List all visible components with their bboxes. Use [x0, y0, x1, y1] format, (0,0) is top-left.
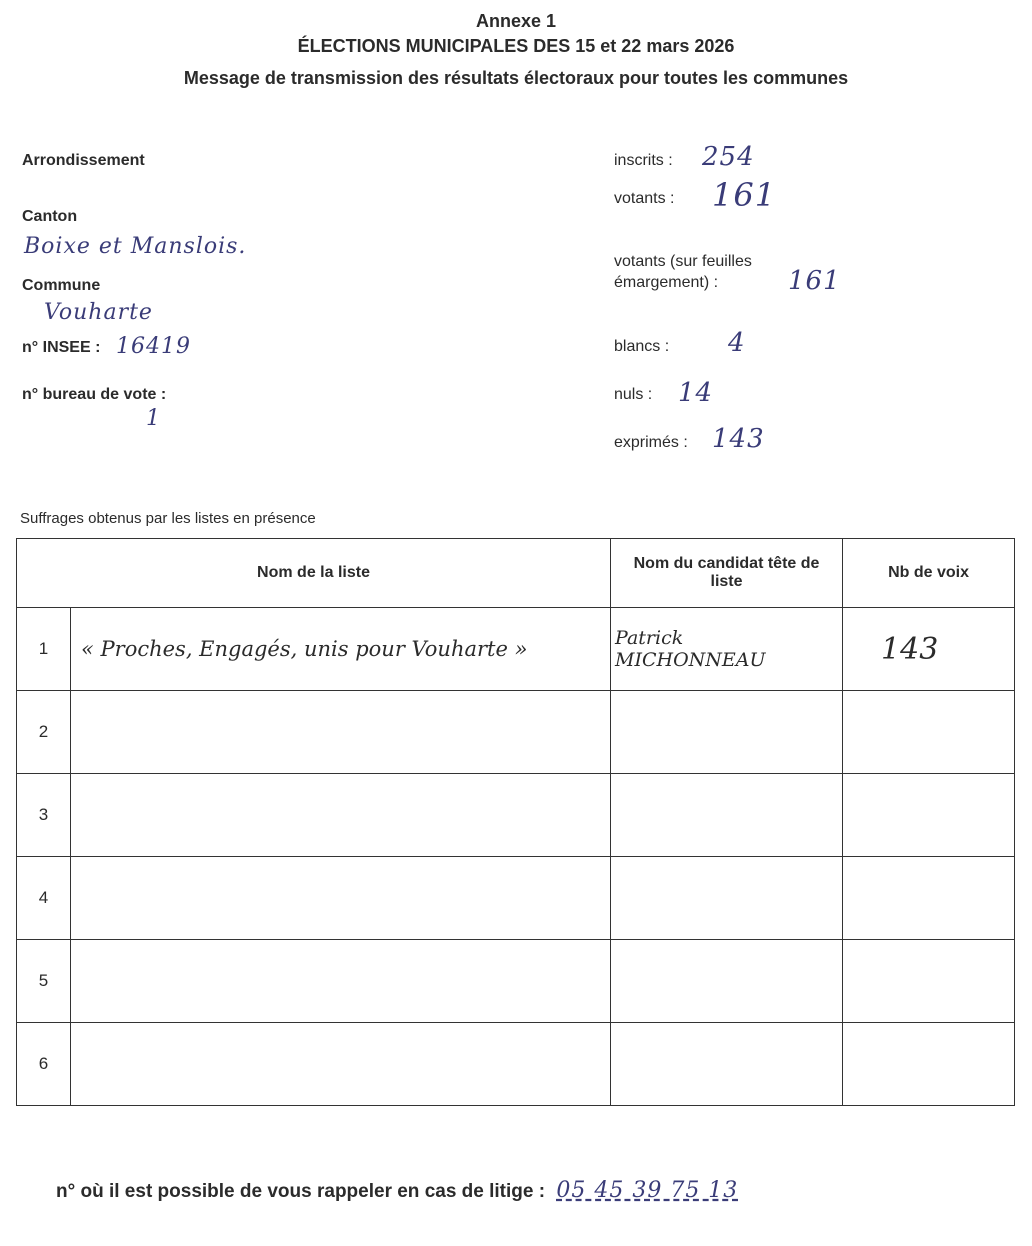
- table-row: [17, 774, 1015, 857]
- candidate-cell: [611, 857, 843, 940]
- table-row: [17, 608, 1015, 691]
- row-number: 1: [17, 608, 71, 691]
- callback-line: [56, 1178, 738, 1203]
- table-header-row: [17, 539, 1015, 608]
- blancs-label: blancs :: [614, 338, 670, 355]
- insee-value: 16419: [116, 334, 191, 359]
- row-number: 3: [17, 774, 71, 857]
- results-table: [16, 538, 1015, 1106]
- list-name-cell: [71, 691, 611, 774]
- exprimes-label: exprimés :: [614, 434, 688, 451]
- annex-label: Annexe 1: [475, 11, 557, 31]
- header-list-name: Nom de la liste: [17, 539, 611, 608]
- canton-label: Canton: [22, 208, 78, 225]
- table-caption: Suffrages obtenus par les listes en présence: [20, 510, 316, 527]
- blancs-value: 4: [728, 328, 746, 358]
- callback-label: n° où il est possible de vous rappeler en cas de litige :: [56, 1181, 546, 1202]
- votants-value: 161: [712, 176, 777, 214]
- header-candidate: Nom du candidat tête de liste: [611, 539, 843, 608]
- document-title: ÉLECTIONS MUNICIPALES DES 15 et 22 mars 2026: [297, 36, 735, 56]
- votes-cell: [843, 857, 1015, 940]
- candidate-cell: Patrick MICHONNEAU: [611, 608, 843, 691]
- nuls-value: 14: [678, 378, 714, 408]
- commune-label: Commune: [22, 277, 101, 294]
- nuls-label: nuls :: [614, 386, 653, 403]
- row-number: 6: [17, 1023, 71, 1106]
- row-number: 2: [17, 691, 71, 774]
- commune-value: Vouharte: [44, 300, 153, 325]
- table-row: [17, 857, 1015, 940]
- votes-cell: [843, 774, 1015, 857]
- candidate-cell: [611, 1023, 843, 1106]
- votants-label: votants :: [614, 190, 675, 207]
- table-row: [17, 940, 1015, 1023]
- votants-feuilles-value: 161: [788, 266, 841, 296]
- header-votes: Nb de voix: [843, 539, 1015, 608]
- votes-cell: [843, 691, 1015, 774]
- votants-feuilles-label-2: émargement) :: [614, 274, 719, 291]
- list-name-cell: [71, 1023, 611, 1106]
- votes-cell: [843, 1023, 1015, 1106]
- votants-feuilles-label-1: votants (sur feuilles: [614, 253, 752, 270]
- arrondissement-label: Arrondissement: [22, 152, 145, 169]
- list-name-cell: [71, 857, 611, 940]
- exprimes-value: 143: [712, 424, 765, 454]
- row-number: 4: [17, 857, 71, 940]
- callback-phone: 05 45 39 75 13: [556, 1178, 739, 1203]
- list-name-cell: [71, 774, 611, 857]
- candidate-cell: [611, 691, 843, 774]
- document-subtitle: Message de transmission des résultats électoraux pour toutes les communes: [183, 68, 849, 88]
- table-row: [17, 1023, 1015, 1106]
- candidate-cell: [611, 774, 843, 857]
- votes-cell: [843, 940, 1015, 1023]
- inscrits-value: 254: [702, 142, 755, 172]
- list-name-cell: [71, 940, 611, 1023]
- votes-cell: 143: [843, 608, 1015, 691]
- row-number: 5: [17, 940, 71, 1023]
- inscrits-label: inscrits :: [614, 152, 673, 169]
- document-header: [0, 10, 1032, 90]
- candidate-cell: [611, 940, 843, 1023]
- list-name-cell: « Proches, Engagés, unis pour Vouharte »: [71, 608, 611, 691]
- canton-value: Boixe et Manslois.: [24, 234, 247, 259]
- table-row: [17, 691, 1015, 774]
- bureau-value: 1: [146, 406, 161, 431]
- insee-label: n° INSEE :: [22, 339, 101, 356]
- bureau-label: n° bureau de vote :: [22, 386, 167, 403]
